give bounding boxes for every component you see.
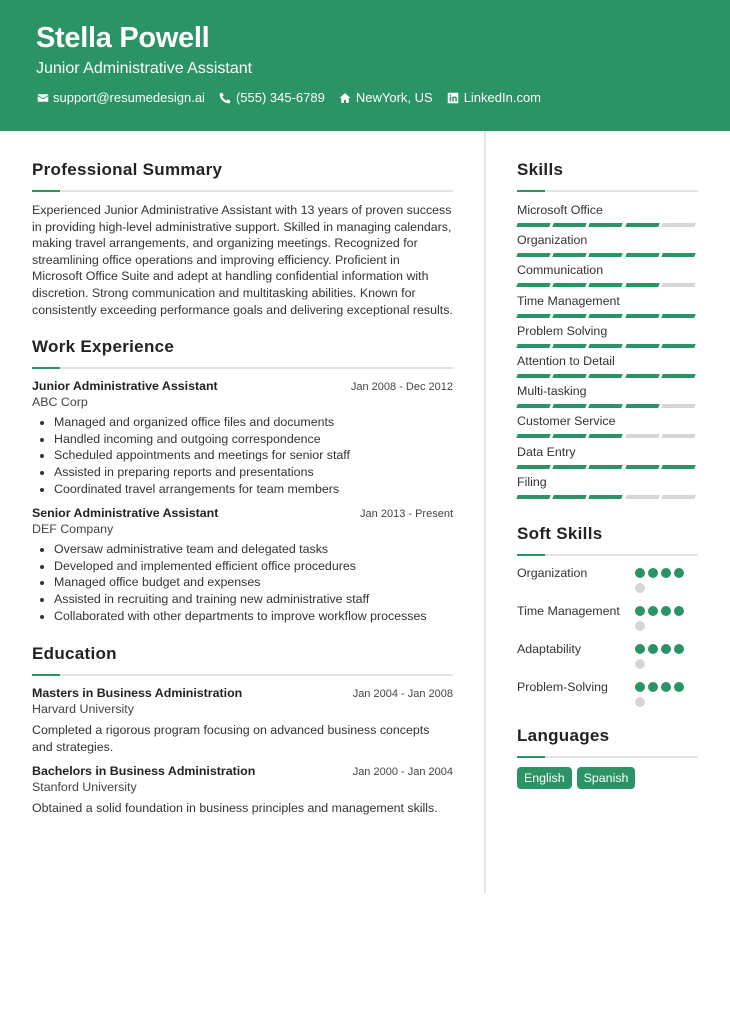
soft-skill-name: Time Management: [517, 603, 620, 618]
home-icon: [339, 91, 352, 104]
candidate-name: Stella Powell: [36, 22, 210, 54]
experience-entry: [32, 506, 453, 624]
bullet-item: Managed office budget and expenses: [32, 574, 453, 591]
degree-name: Masters in Business Administration: [32, 686, 243, 701]
job-company: ABC Corp: [32, 395, 88, 410]
skill-level-bar: [517, 223, 698, 227]
skill-level-segment: [625, 434, 659, 438]
contact-list: [36, 90, 555, 105]
skill-level-segment: [661, 344, 695, 348]
bullet-item: Developed and implemented efficient office procedures: [32, 558, 453, 575]
soft-skill-item: [517, 641, 698, 674]
summary-text: Experienced Junior Administrative Assistant with 13 years of proven success in providing high-level administrative support. Skilled in managing calendars, making travel arrangements, and organizing meetings. Recognized for streamlining office operations and improving efficiency. Proficient in Microsoft Office Suite and adept at handling confidential information with discretion. Strong communication and multitasking abilities. Known for consistently exceeding performance goals and delivering exceptional results.: [32, 203, 453, 317]
section-rule: [517, 756, 698, 758]
skill-name: Customer Service: [517, 414, 616, 429]
skill-level-segment: [552, 495, 586, 499]
education-desc: Completed a rigorous program focusing on advanced business concepts and strategies.: [32, 723, 430, 754]
soft-skill-item: [517, 565, 698, 598]
skill-name: Communication: [517, 263, 604, 278]
skill-level-segment: [552, 314, 586, 318]
skill-level-segment: [552, 434, 586, 438]
skill-item: [517, 444, 698, 474]
contact-email-text: support@resumedesign.ai: [53, 90, 205, 105]
skill-level-segment: [589, 465, 623, 469]
bullet-item: Handled incoming and outgoing correspondence: [32, 431, 453, 448]
skill-level-segment: [661, 253, 695, 257]
skill-level-segment: [625, 465, 659, 469]
job-role: Junior Administrative Assistant: [32, 379, 218, 394]
skill-level-segment: [516, 404, 550, 408]
skill-level-segment: [625, 314, 659, 318]
section-rule: [32, 367, 453, 369]
skill-name: Time Management: [517, 293, 620, 308]
skill-level-segment: [552, 253, 586, 257]
job-dates: Jan 2013 - Present: [360, 508, 453, 521]
skill-level-segment: [589, 344, 623, 348]
section-title: Professional Summary: [32, 160, 223, 179]
bullet-item: Assisted in preparing reports and presentations: [32, 464, 453, 481]
skill-level-segment: [625, 283, 659, 287]
school-name: Stanford University: [32, 780, 137, 795]
skill-item: [517, 353, 698, 383]
skill-level-segment: [589, 374, 623, 378]
skill-level-segment: [661, 314, 695, 318]
soft-skill-item: [517, 603, 698, 636]
rating-dot: [635, 583, 645, 593]
section-title: Education: [32, 644, 117, 664]
skill-item: [517, 323, 698, 353]
skill-item: [517, 232, 698, 262]
skill-level-segment: [552, 465, 586, 469]
skill-name: Multi-tasking: [517, 384, 587, 399]
skill-level-segment: [516, 223, 550, 227]
skill-level-segment: [516, 344, 550, 348]
section-rule: [32, 190, 453, 192]
rating-dot: [635, 568, 645, 578]
envelope-icon: [36, 91, 49, 104]
skill-name: Organization: [517, 233, 588, 248]
rating-dot: [648, 682, 658, 692]
skill-level-bar: [517, 314, 698, 318]
rating-dot: [661, 606, 671, 616]
contact-linkedin-text: LinkedIn.com: [463, 90, 542, 105]
job-dates: Jan 2008 - Dec 2012: [350, 381, 453, 394]
skill-level-bar: [517, 253, 698, 257]
bullet-item: Coordinated travel arrangements for team members: [32, 481, 453, 498]
contact-phone-text: (555) 345-6789: [235, 90, 325, 105]
skill-item: [517, 202, 698, 232]
soft-skill-rating: [635, 565, 695, 598]
rating-dot: [648, 644, 658, 654]
skill-level-bar: [517, 434, 698, 438]
section-title: Soft Skills: [517, 523, 603, 543]
linkedin-icon: [447, 91, 460, 104]
education-entry: [32, 764, 453, 817]
skill-level-bar: [517, 404, 698, 408]
soft-skill-rating: [635, 641, 695, 674]
skill-level-segment: [589, 404, 623, 408]
skill-level-segment: [516, 374, 550, 378]
contact-location: [339, 90, 433, 105]
contact-location-text: NewYork, US: [355, 90, 433, 105]
skill-item: [517, 383, 698, 413]
skill-level-segment: [516, 434, 550, 438]
rating-dot: [648, 606, 658, 616]
rating-dot: [661, 682, 671, 692]
skill-level-bar: [517, 495, 698, 499]
rating-dot: [635, 659, 645, 669]
skill-level-segment: [552, 404, 586, 408]
section-rule: [517, 190, 698, 192]
skill-name: Problem Solving: [517, 323, 608, 338]
soft-skill-item: [517, 679, 698, 712]
contact-email[interactable]: [36, 90, 205, 105]
bullet-item: Oversaw administrative team and delegated tasks: [32, 541, 453, 558]
education-dates: Jan 2000 - Jan 2004: [352, 766, 453, 779]
skill-item: [517, 262, 698, 292]
skill-level-segment: [661, 223, 695, 227]
languages-section: [517, 726, 698, 789]
skill-level-segment: [552, 223, 586, 227]
soft-skills-section: [517, 524, 698, 712]
skill-level-segment: [625, 374, 659, 378]
sidebar-column: [517, 160, 698, 789]
rating-dot: [635, 682, 645, 692]
bullet-item: Scheduled appointments and meetings for senior staff: [32, 447, 453, 464]
skill-level-bar: [517, 344, 698, 348]
skill-name: Filing: [517, 474, 547, 489]
skill-level-segment: [625, 495, 659, 499]
skill-level-segment: [516, 465, 550, 469]
skill-level-segment: [589, 495, 623, 499]
skill-item: [517, 293, 698, 323]
skill-level-segment: [661, 465, 695, 469]
section-title: Skills: [517, 160, 564, 179]
education-desc: Obtained a solid foundation in business principles and management skills.: [32, 801, 438, 816]
skill-item: [517, 413, 698, 443]
candidate-title: Junior Administrative Assistant: [36, 60, 253, 77]
rating-dot: [648, 568, 658, 578]
experience-section: [32, 337, 453, 624]
skill-level-segment: [589, 314, 623, 318]
skill-level-segment: [589, 253, 623, 257]
job-bullets: [32, 414, 453, 497]
column-divider: [484, 131, 486, 893]
rating-dot: [674, 568, 684, 578]
rating-dot: [635, 644, 645, 654]
experience-entry: [32, 379, 453, 497]
skill-item: [517, 474, 698, 504]
rating-dot: [635, 621, 645, 631]
skill-level-segment: [552, 374, 586, 378]
contact-phone[interactable]: [219, 90, 325, 105]
language-tag: Spanish: [577, 767, 636, 789]
soft-skill-rating: [635, 679, 695, 712]
soft-skills-list: [517, 565, 698, 712]
soft-skill-rating: [635, 603, 695, 636]
skill-level-segment: [661, 404, 695, 408]
skill-level-segment: [516, 495, 550, 499]
skills-list: [517, 202, 698, 504]
soft-skill-name: Organization: [517, 565, 588, 580]
skill-name: Attention to Detail: [517, 353, 615, 368]
skill-level-segment: [516, 283, 550, 287]
rating-dot: [661, 568, 671, 578]
main-column: [32, 160, 453, 817]
job-bullets: [32, 541, 453, 624]
skill-level-segment: [589, 283, 623, 287]
skill-level-segment: [625, 223, 659, 227]
bullet-item: Managed and organized office files and documents: [32, 414, 453, 431]
rating-dot: [674, 644, 684, 654]
rating-dot: [635, 697, 645, 707]
soft-skill-name: Adaptability: [517, 641, 582, 656]
education-entry: [32, 686, 453, 755]
skill-level-bar: [517, 465, 698, 469]
language-tag: English: [517, 767, 572, 789]
section-rule: [517, 554, 698, 556]
rating-dot: [674, 682, 684, 692]
job-company: DEF Company: [32, 522, 114, 537]
section-title: Work Experience: [32, 337, 175, 357]
skill-level-segment: [516, 253, 550, 257]
rating-dot: [635, 606, 645, 616]
skill-level-bar: [517, 283, 698, 287]
education-section: [32, 644, 453, 817]
rating-dot: [661, 644, 671, 654]
skills-section: [517, 160, 698, 504]
contact-linkedin[interactable]: [447, 90, 541, 105]
soft-skill-name: Problem-Solving: [517, 679, 608, 694]
education-dates: Jan 2004 - Jan 2008: [352, 688, 453, 701]
skill-level-segment: [661, 434, 695, 438]
rating-dot: [674, 606, 684, 616]
section-title: Languages: [517, 725, 610, 745]
job-role: Senior Administrative Assistant: [32, 506, 219, 521]
skill-level-segment: [589, 434, 623, 438]
skill-level-segment: [661, 495, 695, 499]
skill-name: Data Entry: [517, 444, 576, 459]
summary-section: [32, 160, 453, 318]
resume-header: [0, 0, 730, 131]
skill-level-segment: [516, 314, 550, 318]
school-name: Harvard University: [32, 702, 134, 717]
phone-icon: [219, 91, 232, 104]
language-tags: [517, 767, 698, 789]
skill-level-segment: [625, 344, 659, 348]
skill-level-segment: [552, 344, 586, 348]
section-rule: [32, 674, 453, 676]
skill-level-bar: [517, 374, 698, 378]
skill-level-segment: [589, 223, 623, 227]
skill-level-segment: [625, 253, 659, 257]
degree-name: Bachelors in Business Administration: [32, 764, 256, 779]
bullet-item: Assisted in recruiting and training new administrative staff: [32, 591, 453, 608]
skill-name: Microsoft Office: [517, 203, 603, 217]
skill-level-segment: [661, 374, 695, 378]
skill-level-segment: [552, 283, 586, 287]
skill-level-segment: [625, 404, 659, 408]
bullet-item: Collaborated with other departments to improve workflow processes: [32, 608, 453, 625]
skill-level-segment: [661, 283, 695, 287]
